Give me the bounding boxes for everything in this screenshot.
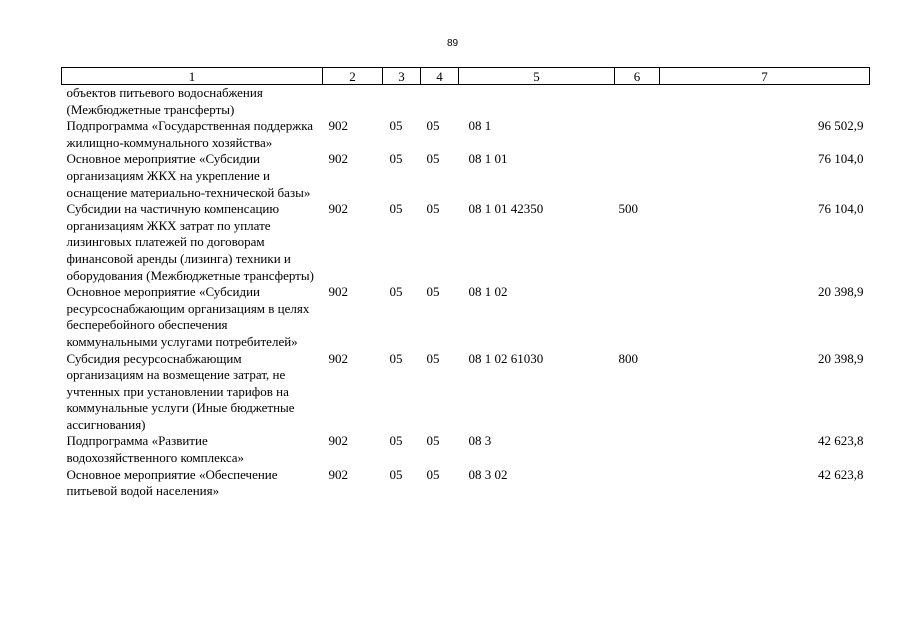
row-vr <box>615 433 660 466</box>
row-pr: 05 <box>426 433 440 449</box>
row-vr <box>615 85 660 119</box>
row-rz: 05 <box>389 201 403 217</box>
column-header: 7 <box>660 68 870 85</box>
column-header: 2 <box>323 68 383 85</box>
table-row <box>62 151 870 201</box>
row-vr: 800 <box>618 350 638 366</box>
row-amount: 42 623,8 <box>818 466 864 482</box>
column-header: 1 <box>62 68 323 85</box>
row-pr: 05 <box>426 284 440 300</box>
page-number: 89 <box>446 38 459 49</box>
row-vr <box>615 284 660 350</box>
row-name: Подпрограмма «Развитие водохозяйственного комплекса» <box>66 433 245 466</box>
column-header: 6 <box>615 68 660 85</box>
row-rz: 05 <box>389 350 403 366</box>
row-cs: 08 3 <box>468 433 492 449</box>
row-vr <box>615 118 660 151</box>
row-amount: 42 623,8 <box>818 433 864 449</box>
row-name: Субсидии на частичную компенсацию организациям ЖКХ затрат по уплате лизинговых платежей по договорам финансовой аренды (лизинга) техники и оборудования (Межбюджетные трансферты) <box>66 201 314 283</box>
row-vr <box>615 151 660 201</box>
row-name: Подпрограмма «Государственная поддержка жилищно-коммунального хозяйства» <box>66 118 314 150</box>
row-gr: 902 <box>328 350 348 366</box>
row-cs: 08 1 02 61030 <box>468 350 544 366</box>
row-name: Субсидия ресурсоснабжающим организациям на возмещение затрат, не учтенных при установлении тарифов на коммунальные услуги (Иные бюджетные ассигнования) <box>66 350 295 432</box>
row-pr: 05 <box>426 350 440 366</box>
row-gr: 902 <box>328 118 348 134</box>
row-gr: 902 <box>328 284 348 300</box>
row-rz: 05 <box>389 151 403 167</box>
row-rz: 05 <box>389 118 403 134</box>
row-rz: 05 <box>389 466 403 482</box>
row-amount: 20 398,9 <box>818 350 864 366</box>
row-name: Основное мероприятие «Обеспечение питьевой водой населения» <box>66 466 278 499</box>
row-gr <box>323 85 383 119</box>
row-name: объектов питьевого водоснабжения (Межбюджетные трансферты) <box>66 85 263 117</box>
row-amount <box>660 85 870 119</box>
row-pr <box>421 85 459 119</box>
row-rz <box>383 85 421 119</box>
row-gr: 902 <box>328 466 348 482</box>
row-pr: 05 <box>426 466 440 482</box>
row-gr: 902 <box>328 433 348 449</box>
table-row <box>62 433 870 466</box>
table-row <box>62 467 870 500</box>
budget-table <box>61 67 870 500</box>
row-rz: 05 <box>389 433 403 449</box>
table-row <box>62 284 870 350</box>
table-row <box>62 118 870 151</box>
row-vr: 500 <box>618 201 638 217</box>
row-cs: 08 1 01 <box>468 151 508 167</box>
column-header: 3 <box>383 68 421 85</box>
row-gr: 902 <box>328 151 348 167</box>
row-amount: 76 104,0 <box>818 201 864 217</box>
row-cs: 08 3 02 <box>468 466 508 482</box>
row-pr: 05 <box>426 201 440 217</box>
column-header: 4 <box>421 68 459 85</box>
row-vr <box>615 467 660 500</box>
table-row <box>62 201 870 284</box>
row-amount: 76 104,0 <box>818 151 864 167</box>
row-name: Основное мероприятие «Субсидии организациям ЖКХ на укрепление и оснащение материально-технической базы» <box>66 151 311 200</box>
row-amount: 20 398,9 <box>818 284 864 300</box>
row-pr: 05 <box>426 118 440 134</box>
row-cs <box>459 85 615 119</box>
table-row <box>62 85 870 119</box>
row-amount: 96 502,9 <box>818 118 864 134</box>
row-gr: 902 <box>328 201 348 217</box>
column-header: 5 <box>459 68 615 85</box>
row-rz: 05 <box>389 284 403 300</box>
row-cs: 08 1 01 42350 <box>468 201 544 217</box>
table-row <box>62 351 870 434</box>
row-cs: 08 1 02 <box>468 284 508 300</box>
row-pr: 05 <box>426 151 440 167</box>
row-name: Основное мероприятие «Субсидии ресурсоснабжающим организациям в целях бесперебойного обеспечения коммунальными услугами потребителей» <box>66 284 310 349</box>
column-number-row <box>62 68 870 85</box>
row-cs: 08 1 <box>468 118 492 134</box>
